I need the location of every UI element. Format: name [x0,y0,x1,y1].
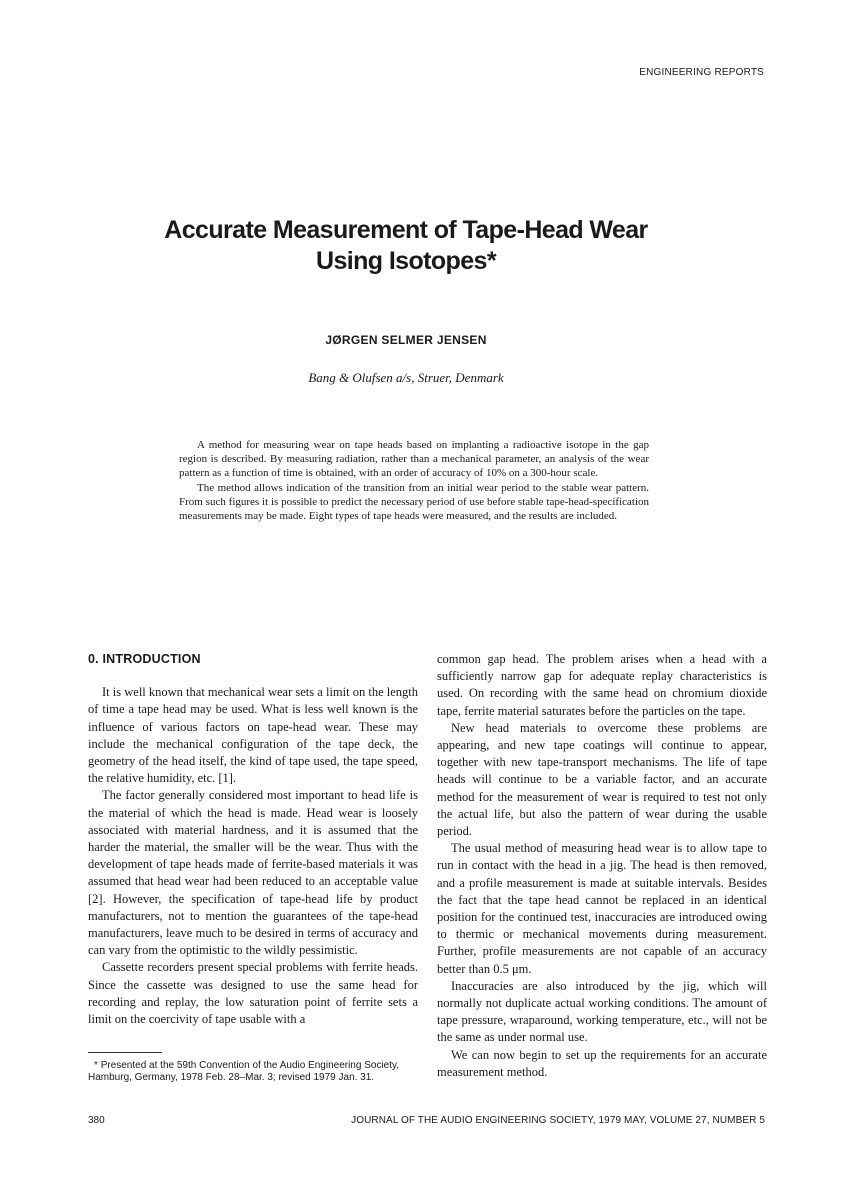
body-paragraph: We can now begin to set up the requirements for an accurate measurement method. [437,1047,767,1079]
title-line-1: Accurate Measurement of Tape-Head Wear [164,216,648,244]
body-paragraph: New head materials to overcome these problems are appearing, and new tape coatings will continue to appear, together with new tape-transport mechanisms. The life of tape heads will continue to be a variable factor, and an accurate method for the measurement of wear is required to test not only the actual life, but also the pattern of wear during the usable period. [437,720,767,839]
author-name: JØRGEN SELMER JENSEN [325,333,487,347]
footnote-marker: * [94,1060,98,1071]
abstract-paragraph-1: A method for measuring wear on tape heads based on implanting a radioactive isotope in the gap region is described. By measuring radiation, rather than a mechanical parameter, an analysis of the wear pattern as a function of time is obtained, with an order of accuracy of 10% on a 300-hour scale. [179,439,649,480]
abstract-paragraph-2: The method allows indication of the transition from an initial wear period to the stable wear pattern. From such figures it is possible to predict the necessary period of use before stable tape-head-specification measurements may be made. Eight types of tape heads were measured, and the results are included. [179,481,649,523]
page-number: 380 [88,1115,105,1126]
running-head: ENGINEERING REPORTS [639,67,764,78]
left-column [88,651,418,1028]
journal-citation: JOURNAL OF THE AUDIO ENGINEERING SOCIETY, 1979 MAY, VOLUME 27, NUMBER 5 [351,1115,765,1126]
footnote-text: Presented at the 59th Convention of the Audio Engineering Society, Hamburg, Germany, 1978 Feb. 28–Mar. 3; revised 1979 Jan. 31. [88,1060,400,1083]
body-paragraph: common gap head. The problem arises when a head with a sufficiently narrow gap for adequate replay characteristics is used. On recording with the same head on chromium dioxide tape, ferrite material saturates before the particles on the tape. [437,652,767,718]
body-paragraph: The factor generally considered most important to head life is the material of which the head is made. Head wear is loosely associated with material hardness, and it is assumed that the harder the material, the smaller will be the wear. Thus with the development of tape heads made of ferrite-based materials it was assumed that head wear had been reduced to an acceptable value [2]. However, the specification of tape-head life by product manufacturers, not to mention the guarantees of the tape-head manufacturers, leave much to be desired in terms of accuracy and can vary from the optimistic to the wildly pessimistic. [88,788,418,958]
body-paragraph: The usual method of measuring head wear is to allow tape to run in contact with the head in a jig. The head is then removed, and a profile measurement is made at suitable intervals. Besides the fact that the tape head cannot be replaced in an identical position for the continued test, inaccuracies are introduced owing to thermic or mechanical movements during measurement. Further, profile measurements are not capable of an accuracy better than 0.5 μm. [437,841,767,976]
title-line-2: Using Isotopes* [316,247,496,275]
paper-title [0,215,812,277]
body-paragraph: Cassette recorders present special problems with ferrite heads. Since the cassette was designed to use the same head for recording and replay, the low saturation point of ferrite sets a limit on the coercivity of tape usable with a [88,960,418,1027]
right-column [437,651,767,1081]
abstract [179,438,649,523]
author-affiliation: Bang & Olufsen a/s, Struer, Denmark [308,370,504,385]
footnote-divider [88,1052,162,1053]
footnote [88,1060,418,1083]
body-paragraph: Inaccuracies are also introduced by the jig, which will normally not duplicate actual working conditions. The amount of tape pressure, wraparound, working temperature, etc., will not be the same as under normal use. [437,978,767,1045]
body-paragraph: It is well known that mechanical wear sets a limit on the length of time a tape head may be used. What is less well known is the influence of various factors on tape-head wear. These may include the mechanical configuration of the tape deck, the geometry of the head itself, the kind of tape used, the tape speed, the relative humidity, etc. [1]. [88,685,418,786]
section-heading-introduction: 0. INTRODUCTION [88,652,201,666]
